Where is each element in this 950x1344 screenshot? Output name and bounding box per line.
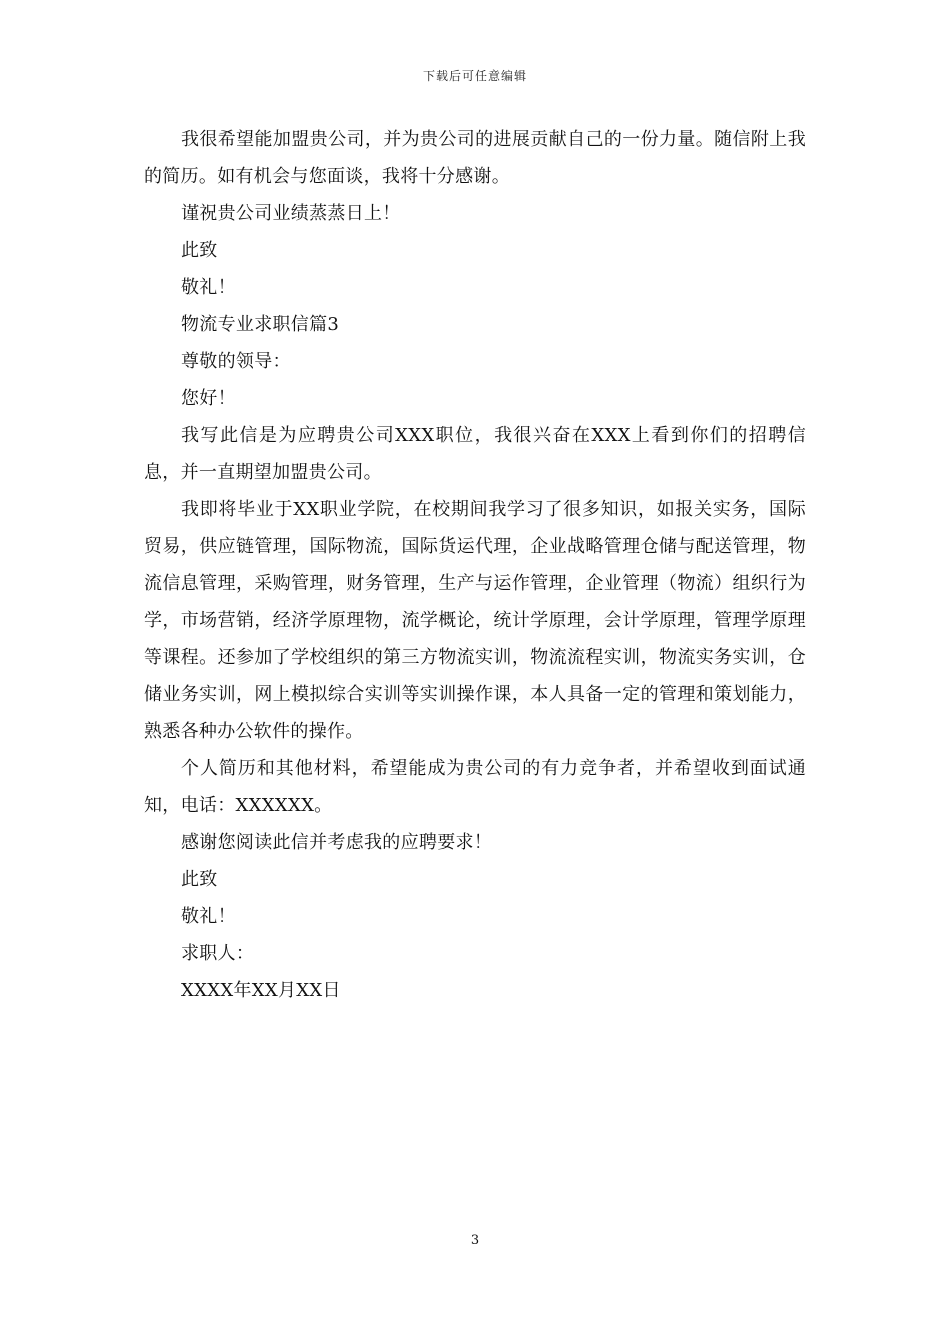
paragraph-applicant: 求职人： bbox=[181, 943, 255, 964]
page-header: 下载后可任意编辑 bbox=[422, 69, 527, 83]
section-title: 物流专业求职信篇3 bbox=[181, 314, 340, 335]
paragraph-thanks: 感谢您阅读此信并考虑我的应聘要求！ bbox=[181, 832, 493, 853]
page-number: 3 bbox=[470, 1233, 480, 1248]
paragraph-salutation-jingli: 敬礼！ bbox=[181, 277, 236, 298]
paragraph-date: XXXX年XX月XX日 bbox=[181, 980, 341, 1001]
document-body bbox=[144, 121, 806, 1009]
paragraph-contact: 个人简历和其他材料，希望能成为贵公司的有力竞争者，并希望收到面试通知，电话：XXXXXX。 bbox=[144, 758, 806, 816]
paragraph-closing-intent: 我很希望能加盟贵公司，并为贵公司的进展贡献自己的一份力量。随信附上我的简历。如有机会与您面谈，我将十分感谢。 bbox=[144, 129, 806, 187]
paragraph-purpose: 我写此信是为应聘贵公司XXX职位，我很兴奋在XXX上看到你们的招聘信息，并一直期望加盟贵公司。 bbox=[144, 425, 806, 483]
paragraph-wishes: 谨祝贵公司业绩蒸蒸日上！ bbox=[181, 203, 401, 224]
paragraph-closing-cizhi: 此致 bbox=[181, 869, 218, 890]
paragraph-closing-jingli: 敬礼！ bbox=[181, 906, 236, 927]
paragraph-education: 我即将毕业于XX职业学院，在校期间我学习了很多知识，如报关实务，国际贸易，供应链管理，国际物流，国际货运代理，企业战略管理仓储与配送管理，物流信息管理，采购管理，财务管理，生产与运作管理，企业管理（物流）组织行为学，市场营销，经济学原理物，流学概论，统计学原理，会计学原理，管理学原理等课程。还参加了学校组织的第三方物流实训，物流流程实训，物流实务实训，仓储业务实训，网上模拟综合实训等实训操作课，本人具备一定的管理和策划能力，熟悉各种办公软件的操作。 bbox=[144, 499, 806, 742]
paragraph-salutation-cizhi: 此致 bbox=[181, 240, 218, 261]
paragraph-greeting-hello: 您好！ bbox=[181, 388, 236, 409]
paragraph-greeting-addressee: 尊敬的领导： bbox=[181, 351, 291, 372]
